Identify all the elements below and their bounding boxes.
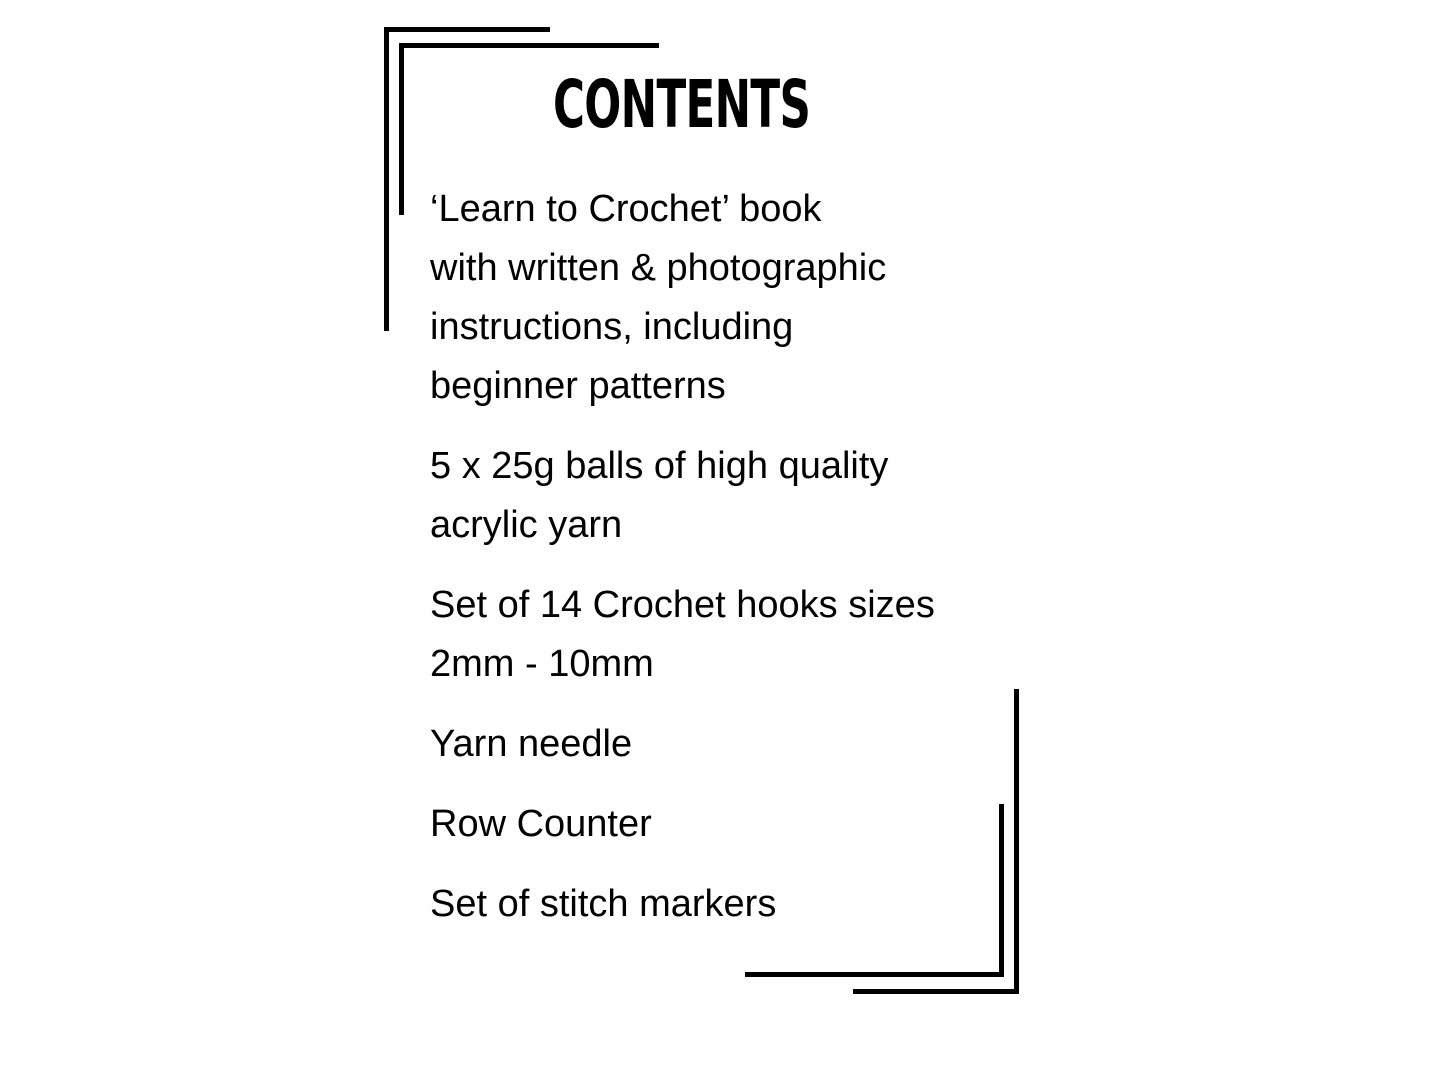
contents-item-line: 2mm - 10mm <box>430 643 654 685</box>
contents-item-line: Yarn needle <box>430 723 633 765</box>
top-left-inner-horizontal-line <box>399 43 659 48</box>
contents-item-book <box>430 180 1030 416</box>
contents-item-yarn <box>430 437 1030 555</box>
contents-item-stitch-markers <box>430 875 1030 934</box>
contents-item-line: acrylic yarn <box>430 504 623 546</box>
contents-item-line: instructions, including <box>430 306 794 348</box>
contents-item-line: ‘Learn to Crochet’ book <box>430 188 822 230</box>
contents-list <box>430 180 1030 955</box>
contents-item-line: 5 x 25g balls of high quality <box>430 445 889 487</box>
contents-item-hooks <box>430 576 1030 694</box>
bottom-right-outer-vertical-line <box>1014 689 1019 994</box>
contents-item-row-counter <box>430 795 1030 854</box>
contents-item-line: Row Counter <box>430 803 652 845</box>
bottom-right-outer-horizontal-line <box>853 989 1019 994</box>
contents-item-line: Set of stitch markers <box>430 883 777 925</box>
bottom-right-inner-horizontal-line <box>745 972 1004 977</box>
contents-item-line: with written & photographic <box>430 247 887 289</box>
top-left-inner-vertical-line <box>399 43 404 215</box>
contents-item-line: Set of 14 Crochet hooks sizes <box>430 584 935 626</box>
contents-item-needle <box>430 715 1030 774</box>
contents-title: CONTENTS <box>553 66 811 143</box>
top-left-outer-horizontal-line <box>384 27 550 32</box>
top-left-outer-vertical-line <box>384 27 389 331</box>
bottom-right-inner-vertical-line <box>999 804 1004 977</box>
contents-item-line: beginner patterns <box>430 365 726 407</box>
